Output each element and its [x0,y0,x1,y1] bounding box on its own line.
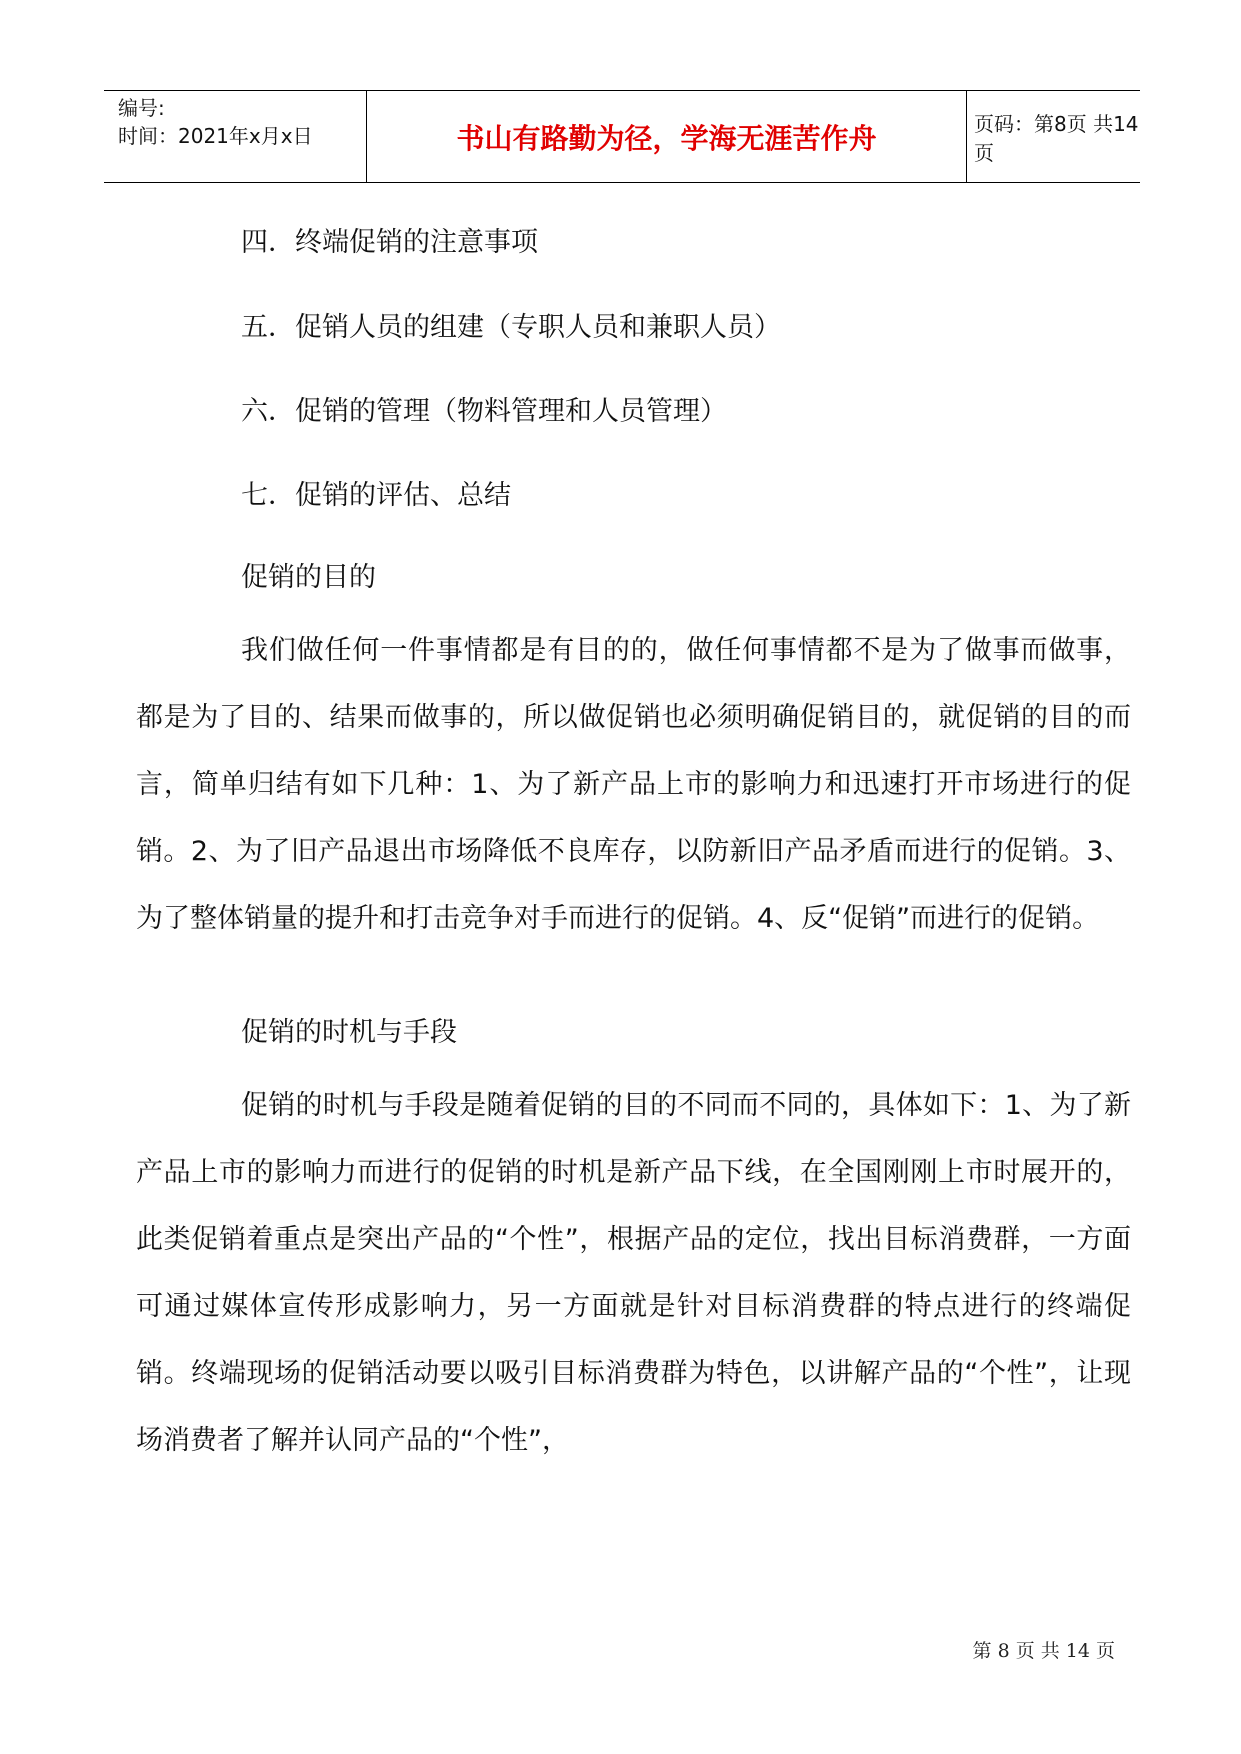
outline-item: 六．促销的管理（物料管理和人员管理） [241,396,727,427]
outline-item: 五．促销人员的组建（专职人员和兼职人员） [241,312,781,343]
number-label: 编号: [118,96,165,120]
page-footer: 第 8 页 共 14 页 [972,1640,1115,1662]
section-heading: 促销的时机与手段 [241,1017,457,1048]
time-label: 时间：2021年x月x日 [118,124,313,148]
header-page-label: 页码：第8页 共14页 [974,111,1139,165]
page-header [104,90,1140,183]
outline-item: 七．促销的评估、总结 [241,480,511,511]
section-paragraph: 我们做任何一件事情都是有目的的，做任何事情都不是为了做事而做事，都是为了目的、结果而做事的，所以做促销也必须明确促销目的，就促销的目的而言，简单归结有如下几种：1、为了新产品上市的影响力和迅速打开市场进行的促销。2、为了旧产品退出市场降低不良库存，以防新旧产品矛盾而进行的促销。3、为了整体销量的提升和打击竞争对手而进行的促销。4、反“促销”而进行的促销。 [136,635,1131,934]
header-meta [118,94,313,150]
header-divider-left [366,90,367,183]
outline-item: 四．终端促销的注意事项 [241,227,538,258]
section-heading: 促销的目的 [241,562,376,593]
header-divider-right [966,90,967,183]
section-paragraph: 促销的时机与手段是随着促销的目的不同而不同的，具体如下：1、为了新产品上市的影响力而进行的促销的时机是新产品下线，在全国刚刚上市时展开的，此类促销着重点是突出产品的“个性”，根据产品的定位，找出目标消费群，一方面可通过媒体宣传形成影响力，另一方面就是针对目标消费群的特点进行的终端促销。终端现场的促销活动要以吸引目标消费群为特色，以讲解产品的“个性”，让现场消费者了解并认同产品的“个性”， [136,1090,1131,1456]
header-motto: 书山有路勤为径，学海无涯苦作舟 [456,121,877,155]
